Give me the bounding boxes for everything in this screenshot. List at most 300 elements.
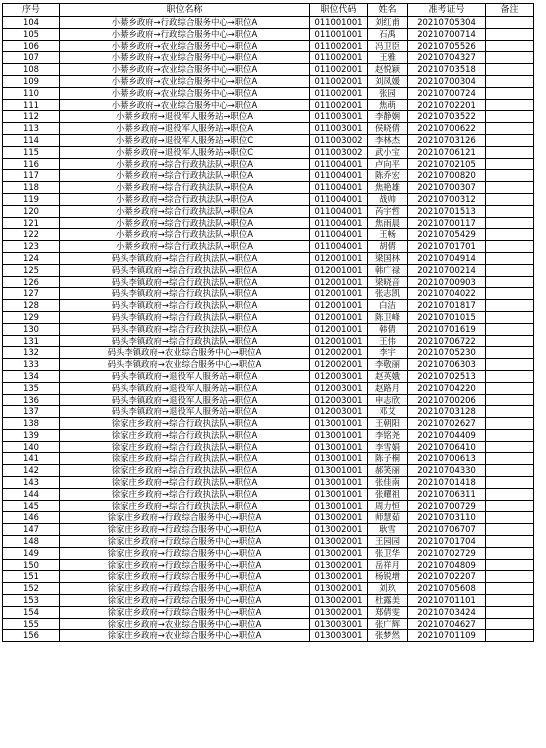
cell-name[interactable]: 周力恒 xyxy=(368,500,408,512)
header-no[interactable]: 序号 xyxy=(3,4,60,17)
cell-ticket[interactable]: 20210701418 xyxy=(408,477,486,489)
cell-ticket[interactable]: 20210704022 xyxy=(408,288,486,300)
cell-ticket[interactable]: 20210704914 xyxy=(408,252,486,264)
cell-ticket[interactable]: 20210700729 xyxy=(408,500,486,512)
cell-note[interactable] xyxy=(486,276,534,288)
cell-code[interactable]: 011004001 xyxy=(310,158,368,170)
cell-note[interactable] xyxy=(486,193,534,205)
cell-no[interactable]: 147 xyxy=(3,524,60,536)
cell-name[interactable]: 王雅 xyxy=(368,52,408,64)
cell-name[interactable]: 梁国林 xyxy=(368,252,408,264)
cell-no[interactable]: 139 xyxy=(3,429,60,441)
header-code[interactable]: 职位代码 xyxy=(310,4,368,17)
cell-ticket[interactable]: 20210700622 xyxy=(408,123,486,135)
cell-note[interactable] xyxy=(486,559,534,571)
cell-name[interactable]: 张佳南 xyxy=(368,477,408,489)
cell-note[interactable] xyxy=(486,335,534,347)
cell-name[interactable]: 王伟 xyxy=(368,335,408,347)
cell-ticket[interactable]: 20210701817 xyxy=(408,300,486,312)
cell-ticket[interactable]: 20210701701 xyxy=(408,241,486,253)
cell-no[interactable]: 148 xyxy=(3,536,60,548)
cell-code[interactable]: 013002001 xyxy=(310,512,368,524)
cell-position[interactable]: 徐家庄乡政府→行政综合服务中心→职位A xyxy=(60,583,310,595)
cell-name[interactable]: 赵路月 xyxy=(368,382,408,394)
cell-code[interactable]: 012001001 xyxy=(310,335,368,347)
cell-code[interactable]: 011002001 xyxy=(310,99,368,111)
cell-position[interactable]: 码头李镇政府→退役军人服务站→职位A xyxy=(60,406,310,418)
cell-note[interactable] xyxy=(486,323,534,335)
cell-name[interactable]: 陈乔宏 xyxy=(368,170,408,182)
cell-ticket[interactable]: 20210704327 xyxy=(408,52,486,64)
cell-position[interactable]: 徐家庄乡政府→行政综合服务中心→职位A xyxy=(60,547,310,559)
cell-ticket[interactable]: 20210700312 xyxy=(408,193,486,205)
cell-position[interactable]: 徐家庄乡政府→综合行政执法队→职位A xyxy=(60,500,310,512)
cell-code[interactable]: 013001001 xyxy=(310,477,368,489)
cell-name[interactable]: 韩倩 xyxy=(368,323,408,335)
cell-position[interactable]: 徐家庄乡政府→综合行政执法队→职位A xyxy=(60,429,310,441)
cell-position[interactable]: 小綦乡政府→行政综合服务中心→职位A xyxy=(60,17,310,29)
cell-position[interactable]: 小綦乡政府→行政综合服务中心→职位A xyxy=(60,28,310,40)
cell-ticket[interactable]: 20210706311 xyxy=(408,488,486,500)
cell-position[interactable]: 徐家庄乡政府→农业综合服务中心→职位A xyxy=(60,630,310,642)
cell-no[interactable]: 129 xyxy=(3,311,60,323)
cell-no[interactable]: 130 xyxy=(3,323,60,335)
cell-position[interactable]: 小綦乡政府→退役军人服务站→职位C xyxy=(60,134,310,146)
cell-note[interactable] xyxy=(486,75,534,87)
cell-name[interactable]: 梁晓音 xyxy=(368,276,408,288)
cell-no[interactable]: 140 xyxy=(3,441,60,453)
cell-name[interactable]: 陈子桐 xyxy=(368,453,408,465)
cell-ticket[interactable]: 20210700714 xyxy=(408,28,486,40)
cell-name[interactable]: 王朝阳 xyxy=(368,418,408,430)
cell-ticket[interactable]: 20210704809 xyxy=(408,559,486,571)
cell-ticket[interactable]: 20210704409 xyxy=(408,429,486,441)
cell-note[interactable] xyxy=(486,170,534,182)
cell-code[interactable]: 011003002 xyxy=(310,146,368,158)
cell-position[interactable]: 小綦乡政府→农业综合服务中心→职位A xyxy=(60,99,310,111)
cell-note[interactable] xyxy=(486,606,534,618)
cell-note[interactable] xyxy=(486,512,534,524)
cell-code[interactable]: 011001001 xyxy=(310,28,368,40)
cell-name[interactable]: 芮宇哲 xyxy=(368,205,408,217)
cell-no[interactable]: 151 xyxy=(3,571,60,583)
cell-position[interactable]: 徐家庄乡政府→综合行政执法队→职位A xyxy=(60,465,310,477)
cell-no[interactable]: 131 xyxy=(3,335,60,347)
cell-code[interactable]: 012003001 xyxy=(310,406,368,418)
cell-position[interactable]: 小綦乡政府→综合行政执法队→职位A xyxy=(60,193,310,205)
cell-note[interactable] xyxy=(486,382,534,394)
cell-name[interactable]: 耿雪 xyxy=(368,524,408,536)
cell-code[interactable]: 012001001 xyxy=(310,264,368,276)
cell-position[interactable]: 小綦乡政府→农业综合服务中心→职位A xyxy=(60,52,310,64)
cell-name[interactable]: 张志凯 xyxy=(368,288,408,300)
cell-no[interactable]: 121 xyxy=(3,217,60,229)
cell-position[interactable]: 徐家庄乡政府→农业综合服务中心→职位A xyxy=(60,618,310,630)
cell-code[interactable]: 011004001 xyxy=(310,217,368,229)
cell-name[interactable]: 张园 xyxy=(368,87,408,99)
cell-note[interactable] xyxy=(486,64,534,76)
cell-note[interactable] xyxy=(486,418,534,430)
cell-ticket[interactable]: 20210701015 xyxy=(408,311,486,323)
cell-no[interactable]: 154 xyxy=(3,606,60,618)
cell-note[interactable] xyxy=(486,524,534,536)
cell-note[interactable] xyxy=(486,146,534,158)
cell-position[interactable]: 小綦乡政府→综合行政执法队→职位A xyxy=(60,182,310,194)
cell-code[interactable]: 011004001 xyxy=(310,193,368,205)
header-ticket[interactable]: 准考证号 xyxy=(408,4,486,17)
cell-name[interactable]: 张耀祖 xyxy=(368,488,408,500)
cell-note[interactable] xyxy=(486,111,534,123)
cell-no[interactable]: 112 xyxy=(3,111,60,123)
cell-no[interactable]: 146 xyxy=(3,512,60,524)
cell-code[interactable]: 013003001 xyxy=(310,630,368,642)
cell-no[interactable]: 118 xyxy=(3,182,60,194)
cell-ticket[interactable]: 20210702105 xyxy=(408,158,486,170)
cell-code[interactable]: 011002001 xyxy=(310,75,368,87)
cell-ticket[interactable]: 20210705304 xyxy=(408,17,486,29)
cell-no[interactable]: 122 xyxy=(3,229,60,241)
cell-note[interactable] xyxy=(486,406,534,418)
cell-position[interactable]: 小綦乡政府→农业综合服务中心→职位A xyxy=(60,64,310,76)
cell-no[interactable]: 150 xyxy=(3,559,60,571)
cell-name[interactable]: 张卫华 xyxy=(368,547,408,559)
cell-no[interactable]: 108 xyxy=(3,64,60,76)
header-name[interactable]: 姓名 xyxy=(368,4,408,17)
cell-ticket[interactable]: 20210702201 xyxy=(408,99,486,111)
cell-name[interactable]: 武小宝 xyxy=(368,146,408,158)
cell-name[interactable]: 王园园 xyxy=(368,536,408,548)
cell-position[interactable]: 码头李镇政府→综合行政执法队→职位A xyxy=(60,323,310,335)
cell-code[interactable]: 013002001 xyxy=(310,583,368,595)
cell-position[interactable]: 码头李镇政府→农业综合服务中心→职位A xyxy=(60,359,310,371)
cell-no[interactable]: 123 xyxy=(3,241,60,253)
cell-no[interactable]: 107 xyxy=(3,52,60,64)
cell-note[interactable] xyxy=(486,229,534,241)
header-note[interactable]: 备注 xyxy=(486,4,534,17)
cell-ticket[interactable]: 20210700206 xyxy=(408,394,486,406)
cell-code[interactable]: 013002001 xyxy=(310,547,368,559)
cell-no[interactable]: 152 xyxy=(3,583,60,595)
cell-note[interactable] xyxy=(486,99,534,111)
cell-position[interactable]: 码头李镇政府→退役军人服务站→职位A xyxy=(60,370,310,382)
cell-position[interactable]: 小綦乡政府→退役军人服务站→职位A xyxy=(60,111,310,123)
cell-note[interactable] xyxy=(486,288,534,300)
cell-note[interactable] xyxy=(486,370,534,382)
cell-no[interactable]: 153 xyxy=(3,595,60,607)
cell-name[interactable]: 刘凤媛 xyxy=(368,75,408,87)
cell-no[interactable]: 117 xyxy=(3,170,60,182)
cell-note[interactable] xyxy=(486,394,534,406)
cell-code[interactable]: 012003001 xyxy=(310,394,368,406)
cell-position[interactable]: 码头李镇政府→综合行政执法队→职位A xyxy=(60,311,310,323)
cell-code[interactable]: 011002001 xyxy=(310,52,368,64)
cell-code[interactable]: 012001001 xyxy=(310,300,368,312)
cell-no[interactable]: 125 xyxy=(3,264,60,276)
cell-ticket[interactable]: 20210702627 xyxy=(408,418,486,430)
cell-no[interactable]: 128 xyxy=(3,300,60,312)
cell-position[interactable]: 小綦乡政府→综合行政执法队→职位A xyxy=(60,158,310,170)
cell-code[interactable]: 011002001 xyxy=(310,87,368,99)
cell-position[interactable]: 徐家庄乡政府→综合行政执法队→职位A xyxy=(60,477,310,489)
cell-position[interactable]: 小綦乡政府→退役军人服务站→职位C xyxy=(60,146,310,158)
cell-name[interactable]: 郑倩雯 xyxy=(368,606,408,618)
cell-name[interactable]: 张广辉 xyxy=(368,618,408,630)
cell-code[interactable]: 012001001 xyxy=(310,288,368,300)
cell-position[interactable]: 徐家庄乡政府→行政综合服务中心→职位A xyxy=(60,571,310,583)
cell-no[interactable]: 106 xyxy=(3,40,60,52)
cell-ticket[interactable]: 20210705608 xyxy=(408,583,486,595)
cell-note[interactable] xyxy=(486,571,534,583)
cell-note[interactable] xyxy=(486,87,534,99)
cell-position[interactable]: 小綦乡政府→农业综合服务中心→职位A xyxy=(60,87,310,99)
cell-no[interactable]: 115 xyxy=(3,146,60,158)
cell-position[interactable]: 徐家庄乡政府→行政综合服务中心→职位A xyxy=(60,595,310,607)
cell-no[interactable]: 136 xyxy=(3,394,60,406)
cell-name[interactable]: 胡倩 xyxy=(368,241,408,253)
cell-code[interactable]: 013002001 xyxy=(310,536,368,548)
cell-no[interactable]: 116 xyxy=(3,158,60,170)
cell-ticket[interactable]: 20210706707 xyxy=(408,524,486,536)
cell-note[interactable] xyxy=(486,28,534,40)
cell-note[interactable] xyxy=(486,595,534,607)
cell-name[interactable]: 李铭尧 xyxy=(368,429,408,441)
cell-note[interactable] xyxy=(486,429,534,441)
cell-note[interactable] xyxy=(486,441,534,453)
cell-name[interactable]: 岳祥月 xyxy=(368,559,408,571)
cell-no[interactable]: 111 xyxy=(3,99,60,111)
cell-ticket[interactable]: 20210700214 xyxy=(408,264,486,276)
cell-name[interactable]: 赵英娥 xyxy=(368,370,408,382)
cell-no[interactable]: 114 xyxy=(3,134,60,146)
cell-ticket[interactable]: 20210702729 xyxy=(408,547,486,559)
cell-code[interactable]: 011003002 xyxy=(310,134,368,146)
cell-ticket[interactable]: 20210701101 xyxy=(408,595,486,607)
cell-note[interactable] xyxy=(486,311,534,323)
cell-no[interactable]: 124 xyxy=(3,252,60,264)
cell-note[interactable] xyxy=(486,217,534,229)
cell-ticket[interactable]: 20210701619 xyxy=(408,323,486,335)
cell-name[interactable]: 焦艳雄 xyxy=(368,182,408,194)
cell-no[interactable]: 120 xyxy=(3,205,60,217)
cell-code[interactable]: 012001001 xyxy=(310,276,368,288)
cell-position[interactable]: 小綦乡政府→退役军人服务站→职位A xyxy=(60,123,310,135)
cell-no[interactable]: 127 xyxy=(3,288,60,300)
cell-name[interactable]: 韩广禄 xyxy=(368,264,408,276)
cell-ticket[interactable]: 20210703110 xyxy=(408,512,486,524)
cell-ticket[interactable]: 20210703128 xyxy=(408,406,486,418)
cell-name[interactable]: 白洁 xyxy=(368,300,408,312)
cell-no[interactable]: 126 xyxy=(3,276,60,288)
cell-code[interactable]: 012003001 xyxy=(310,370,368,382)
cell-name[interactable]: 焦雨晨 xyxy=(368,217,408,229)
cell-name[interactable]: 郝笑丽 xyxy=(368,465,408,477)
cell-name[interactable]: 李敬丽 xyxy=(368,359,408,371)
cell-note[interactable] xyxy=(486,453,534,465)
cell-name[interactable]: 赵悦颖 xyxy=(368,64,408,76)
cell-code[interactable]: 013002001 xyxy=(310,571,368,583)
cell-no[interactable]: 134 xyxy=(3,370,60,382)
cell-name[interactable]: 焦萌 xyxy=(368,99,408,111)
cell-note[interactable] xyxy=(486,205,534,217)
cell-ticket[interactable]: 20210706303 xyxy=(408,359,486,371)
cell-code[interactable]: 013001001 xyxy=(310,441,368,453)
cell-ticket[interactable]: 20210703518 xyxy=(408,64,486,76)
cell-position[interactable]: 码头李镇政府→综合行政执法队→职位A xyxy=(60,335,310,347)
cell-code[interactable]: 012001001 xyxy=(310,323,368,335)
cell-name[interactable]: 张梦然 xyxy=(368,630,408,642)
cell-no[interactable]: 143 xyxy=(3,477,60,489)
cell-code[interactable]: 011004001 xyxy=(310,170,368,182)
cell-name[interactable]: 冯卫臣 xyxy=(368,40,408,52)
cell-note[interactable] xyxy=(486,300,534,312)
cell-no[interactable]: 144 xyxy=(3,488,60,500)
cell-name[interactable]: 杨锐增 xyxy=(368,571,408,583)
cell-position[interactable]: 码头李镇政府→综合行政执法队→职位A xyxy=(60,288,310,300)
cell-position[interactable]: 徐家庄乡政府→行政综合服务中心→职位A xyxy=(60,559,310,571)
cell-note[interactable] xyxy=(486,182,534,194)
cell-code[interactable]: 013002001 xyxy=(310,559,368,571)
cell-name[interactable]: 刘玖 xyxy=(368,583,408,595)
cell-position[interactable]: 小綦乡政府→综合行政执法队→职位A xyxy=(60,241,310,253)
cell-position[interactable]: 码头李镇政府→退役军人服务站→职位A xyxy=(60,394,310,406)
cell-note[interactable] xyxy=(486,252,534,264)
cell-name[interactable]: 战帅 xyxy=(368,193,408,205)
cell-position[interactable]: 徐家庄乡政府→行政综合服务中心→职位A xyxy=(60,536,310,548)
cell-ticket[interactable]: 20210703424 xyxy=(408,606,486,618)
cell-code[interactable]: 013001001 xyxy=(310,488,368,500)
cell-note[interactable] xyxy=(486,359,534,371)
cell-note[interactable] xyxy=(486,17,534,29)
cell-position[interactable]: 徐家庄乡政府→行政综合服务中心→职位A xyxy=(60,524,310,536)
cell-name[interactable]: 卢向平 xyxy=(368,158,408,170)
cell-note[interactable] xyxy=(486,488,534,500)
cell-note[interactable] xyxy=(486,52,534,64)
cell-ticket[interactable]: 20210704330 xyxy=(408,465,486,477)
cell-code[interactable]: 013001001 xyxy=(310,500,368,512)
cell-ticket[interactable]: 20210700724 xyxy=(408,87,486,99)
cell-code[interactable]: 011004001 xyxy=(310,205,368,217)
cell-ticket[interactable]: 20210700304 xyxy=(408,75,486,87)
cell-ticket[interactable]: 20210700307 xyxy=(408,182,486,194)
cell-name[interactable]: 李雪娟 xyxy=(368,441,408,453)
cell-no[interactable]: 145 xyxy=(3,500,60,512)
cell-ticket[interactable]: 20210703522 xyxy=(408,111,486,123)
cell-no[interactable]: 109 xyxy=(3,75,60,87)
cell-note[interactable] xyxy=(486,547,534,559)
cell-note[interactable] xyxy=(486,618,534,630)
cell-code[interactable]: 011002001 xyxy=(310,40,368,52)
cell-code[interactable]: 013002001 xyxy=(310,524,368,536)
cell-ticket[interactable]: 20210700613 xyxy=(408,453,486,465)
cell-no[interactable]: 113 xyxy=(3,123,60,135)
cell-code[interactable]: 013003001 xyxy=(310,618,368,630)
cell-code[interactable]: 013001001 xyxy=(310,453,368,465)
cell-position[interactable]: 码头李镇政府→综合行政执法队→职位A xyxy=(60,276,310,288)
cell-name[interactable]: 师慧茹 xyxy=(368,512,408,524)
cell-position[interactable]: 码头李镇政府→综合行政执法队→职位A xyxy=(60,300,310,312)
cell-no[interactable]: 104 xyxy=(3,17,60,29)
cell-ticket[interactable]: 20210706722 xyxy=(408,335,486,347)
cell-position[interactable]: 小綦乡政府→综合行政执法队→职位A xyxy=(60,229,310,241)
cell-code[interactable]: 013001001 xyxy=(310,429,368,441)
cell-position[interactable]: 小綦乡政府→综合行政执法队→职位A xyxy=(60,205,310,217)
cell-name[interactable]: 申志欣 xyxy=(368,394,408,406)
cell-ticket[interactable]: 20210700903 xyxy=(408,276,486,288)
cell-code[interactable]: 011004001 xyxy=(310,229,368,241)
cell-ticket[interactable]: 20210704627 xyxy=(408,618,486,630)
cell-position[interactable]: 徐家庄乡政府→综合行政执法队→职位A xyxy=(60,418,310,430)
cell-ticket[interactable]: 20210700820 xyxy=(408,170,486,182)
cell-ticket[interactable]: 20210700117 xyxy=(408,217,486,229)
cell-position[interactable]: 小綦乡政府→综合行政执法队→职位A xyxy=(60,170,310,182)
cell-code[interactable]: 013002001 xyxy=(310,606,368,618)
cell-position[interactable]: 徐家庄乡政府→综合行政执法队→职位A xyxy=(60,453,310,465)
cell-code[interactable]: 011004001 xyxy=(310,241,368,253)
cell-note[interactable] xyxy=(486,264,534,276)
cell-name[interactable]: 李静娴 xyxy=(368,111,408,123)
cell-ticket[interactable]: 20210701704 xyxy=(408,536,486,548)
cell-note[interactable] xyxy=(486,477,534,489)
cell-code[interactable]: 011002001 xyxy=(310,64,368,76)
cell-no[interactable]: 137 xyxy=(3,406,60,418)
cell-ticket[interactable]: 20210702513 xyxy=(408,370,486,382)
cell-name[interactable]: 杜露美 xyxy=(368,595,408,607)
cell-position[interactable]: 徐家庄乡政府→行政综合服务中心→职位A xyxy=(60,606,310,618)
cell-name[interactable]: 侯晓倩 xyxy=(368,123,408,135)
cell-no[interactable]: 105 xyxy=(3,28,60,40)
cell-code[interactable]: 012002001 xyxy=(310,359,368,371)
cell-ticket[interactable]: 20210701109 xyxy=(408,630,486,642)
cell-no[interactable]: 133 xyxy=(3,359,60,371)
cell-no[interactable]: 138 xyxy=(3,418,60,430)
cell-no[interactable]: 155 xyxy=(3,618,60,630)
cell-note[interactable] xyxy=(486,630,534,642)
cell-note[interactable] xyxy=(486,241,534,253)
cell-note[interactable] xyxy=(486,123,534,135)
cell-no[interactable]: 142 xyxy=(3,465,60,477)
cell-no[interactable]: 110 xyxy=(3,87,60,99)
cell-code[interactable]: 012001001 xyxy=(310,252,368,264)
cell-position[interactable]: 码头李镇政府→综合行政执法队→职位A xyxy=(60,252,310,264)
cell-ticket[interactable]: 20210705526 xyxy=(408,40,486,52)
cell-name[interactable]: 李宇 xyxy=(368,347,408,359)
cell-name[interactable]: 王畅 xyxy=(368,229,408,241)
cell-position[interactable]: 小綦乡政府→农业综合服务中心→职位A xyxy=(60,75,310,87)
cell-code[interactable]: 011001001 xyxy=(310,17,368,29)
cell-code[interactable]: 011004001 xyxy=(310,182,368,194)
cell-note[interactable] xyxy=(486,347,534,359)
cell-note[interactable] xyxy=(486,158,534,170)
cell-ticket[interactable]: 20210704220 xyxy=(408,382,486,394)
cell-position[interactable]: 小綦乡政府→综合行政执法队→职位A xyxy=(60,217,310,229)
cell-ticket[interactable]: 20210705230 xyxy=(408,347,486,359)
cell-ticket[interactable]: 20210706410 xyxy=(408,441,486,453)
cell-note[interactable] xyxy=(486,583,534,595)
cell-code[interactable]: 012003001 xyxy=(310,382,368,394)
cell-no[interactable]: 132 xyxy=(3,347,60,359)
cell-position[interactable]: 码头李镇政府→退役军人服务站→职位A xyxy=(60,382,310,394)
cell-ticket[interactable]: 20210702207 xyxy=(408,571,486,583)
cell-position[interactable]: 徐家庄乡政府→行政综合服务中心→职位A xyxy=(60,512,310,524)
cell-name[interactable]: 石禹 xyxy=(368,28,408,40)
cell-code[interactable]: 013001001 xyxy=(310,418,368,430)
cell-position[interactable]: 码头李镇政府→农业综合服务中心→职位A xyxy=(60,347,310,359)
cell-no[interactable]: 141 xyxy=(3,453,60,465)
cell-code[interactable]: 011003001 xyxy=(310,111,368,123)
cell-name[interactable]: 李林杰 xyxy=(368,134,408,146)
cell-name[interactable]: 刘红甫 xyxy=(368,17,408,29)
cell-note[interactable] xyxy=(486,536,534,548)
